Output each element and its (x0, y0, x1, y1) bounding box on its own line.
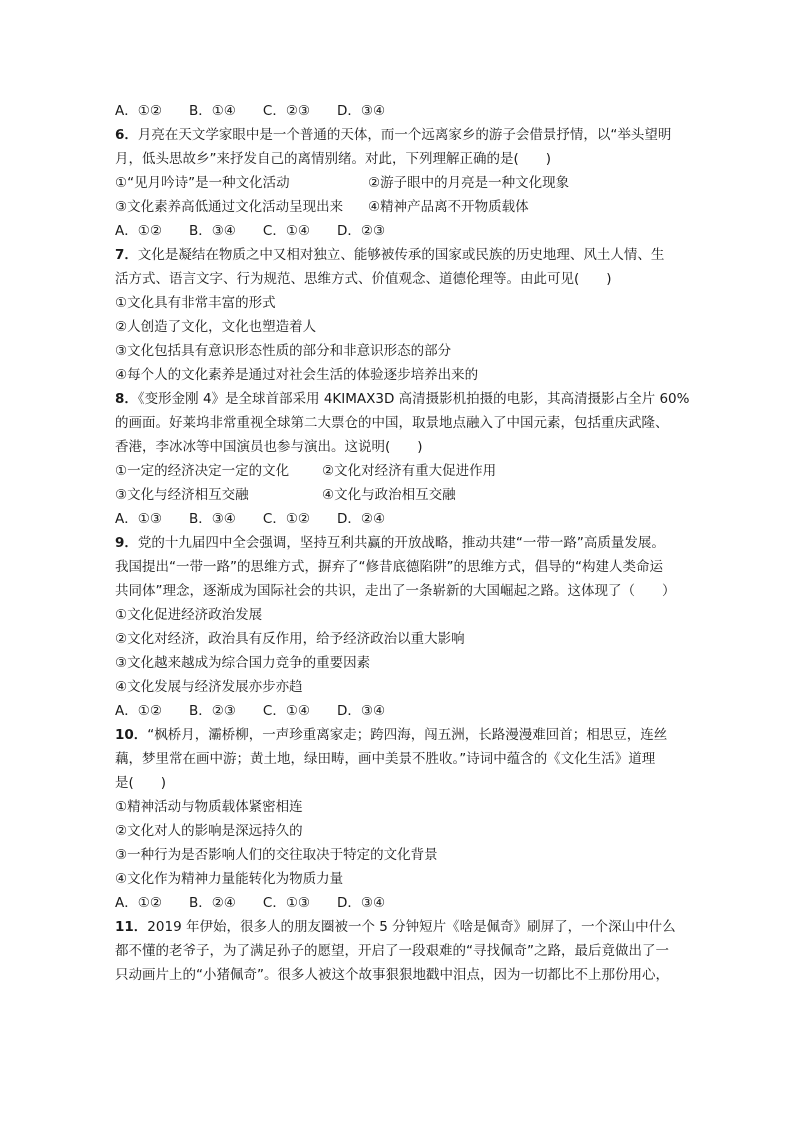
q6-option-4: ④精神产品离不开物质载体 (368, 199, 529, 215)
q6-option-3: ③文化素养高低通过文化活动呈现出来 (115, 199, 344, 215)
question-8-stem-line-2: 的画面。好莱坞非常重视全球第二大票仓的中国，取景地点融入了中国元素，包括重庆武隆、 (115, 415, 669, 431)
question-9-stem-line-2: 我国提出“一带一路”的思维方式，摒弃了“修昔底德陷阱”的思维方式，倡导的“构建人类命运 (115, 559, 663, 575)
q8-option-2: ②文化对经济有重大促进作用 (322, 463, 497, 479)
q7-option-3: ③文化包括具有意识形态性质的部分和非意识形态的部分 (115, 343, 452, 359)
question-text: 文化是凝结在物质之中又相对独立、能够被传承的国家或民族的历史地理、风土人情、生 (137, 247, 665, 263)
q9-answer-options: A．①② B．②③ C．①④ D．③④ (115, 703, 386, 719)
q10-option-2: ②文化对人的影响是深远持久的 (115, 823, 303, 839)
question-text: 党的十九届四中全会强调，坚持互利共赢的开放战略，推动共建“一带一路”高质量发展。 (137, 535, 665, 551)
q10-answer-options: A．①② B．②④ C．①③ D．③④ (115, 895, 386, 911)
question-8-stem-line-1 (115, 390, 689, 408)
q7-option-2: ②人创造了文化，文化也塑造着人 (115, 319, 317, 335)
q10-option-3: ③一种行为是否影响人们的交往取决于特定的文化背景 (115, 847, 438, 863)
question-number: 11． (115, 919, 148, 935)
q7-option-4: ④每个人的文化素养是通过对社会生活的体验逐步培养出来的 (115, 367, 479, 383)
question-9-stem-line-1 (115, 534, 665, 552)
question-number: 10． (115, 727, 148, 743)
q9-option-1: ①文化促进经济政治发展 (115, 607, 263, 623)
q8-option-3: ③文化与经济相互交融 (115, 487, 249, 503)
q6-option-2: ②游子眼中的月亮是一种文化现象 (368, 175, 570, 191)
question-text: 《变形金刚 4》是全球首部采用 4KIMAX3D 高清摄影机拍摄的电影，其高清摄影占全片 60% (137, 391, 690, 407)
question-7-stem-line-1 (115, 246, 664, 264)
q10-option-1: ①精神活动与物质载体紧密相连 (115, 799, 303, 815)
question-6-stem-line-1 (115, 126, 671, 144)
question-number: 8． (115, 391, 138, 407)
q8-option-4: ④文化与政治相互交融 (322, 487, 456, 503)
question-11-stem-line-1 (115, 918, 676, 936)
question-number: 9． (115, 535, 138, 551)
question-7-stem-line-2: 活方式、语言文字、行为规范、思维方式、价值观念、道德伦理等。由此可见( ) (115, 271, 612, 287)
question-6-stem-line-2: 月，低头思故乡”来抒发自己的离情别绪。对此，下列理解正确的是( ) (115, 151, 552, 167)
question-number: 7． (115, 247, 138, 263)
question-text: 2019 年伊始，很多人的朋友圈被一个 5 分钟短片《啥是佩奇》刷屏了，一个深山中什么 (147, 919, 676, 935)
question-11-stem-line-3: 只动画片上的“小猪佩奇”。很多人被这个故事狠狠地戳中泪点，因为一切都比不上那份用心， (115, 967, 669, 983)
q5-answer-options: A．①② B．①④ C．②③ D．③④ (115, 103, 386, 119)
question-10-stem-line-3: 是( ) (115, 775, 167, 791)
q7-option-1: ①文化具有非常丰富的形式 (115, 295, 276, 311)
q6-answer-options: A．①② B．③④ C．①④ D．②③ (115, 223, 386, 239)
q6-option-1: ①“见月吟诗”是一种文化活动 (115, 175, 290, 191)
q8-answer-options: A．①③ B．③④ C．①② D．②④ (115, 511, 386, 527)
q9-option-4: ④文化发展与经济发展亦步亦趋 (115, 679, 303, 695)
question-text: “枫桥月，灞桥柳，一声珍重离家走；跨四海，闯五洲，长路漫漫难回首；相思豆，连丝 (147, 727, 668, 743)
question-9-stem-line-3: 共同体”理念，逐渐成为国际社会的共识，走出了一条崭新的大国崛起之路。这体现了（ ） (115, 583, 676, 599)
question-8-stem-line-3: 香港，李冰冰等中国演员也参与演出。这说明( ) (115, 439, 423, 455)
question-11-stem-line-2: 都不懂的老爷子，为了满足孙子的愿望，开启了一段艰难的“寻找佩奇”之路，最后竟做出了一 (115, 943, 669, 959)
q8-option-1: ①一定的经济决定一定的文化 (115, 463, 290, 479)
q9-option-3: ③文化越来越成为综合国力竞争的重要因素 (115, 655, 371, 671)
q10-option-4: ④文化作为精神力量能转化为物质力量 (115, 871, 344, 887)
q9-option-2: ②文化对经济，政治具有反作用，给予经济政治以重大影响 (115, 631, 465, 647)
question-10-stem-line-2: 藕，梦里常在画中游；黄土地，绿田畴，画中美景不胜收。”诗词中蕴含的《文化生活》道理 (115, 751, 656, 767)
question-number: 6． (115, 127, 138, 143)
question-10-stem-line-1 (115, 726, 667, 744)
question-text: 月亮在天文学家眼中是一个普通的天体，而一个远离家乡的游子会借景抒情，以“举头望明 (137, 127, 672, 143)
